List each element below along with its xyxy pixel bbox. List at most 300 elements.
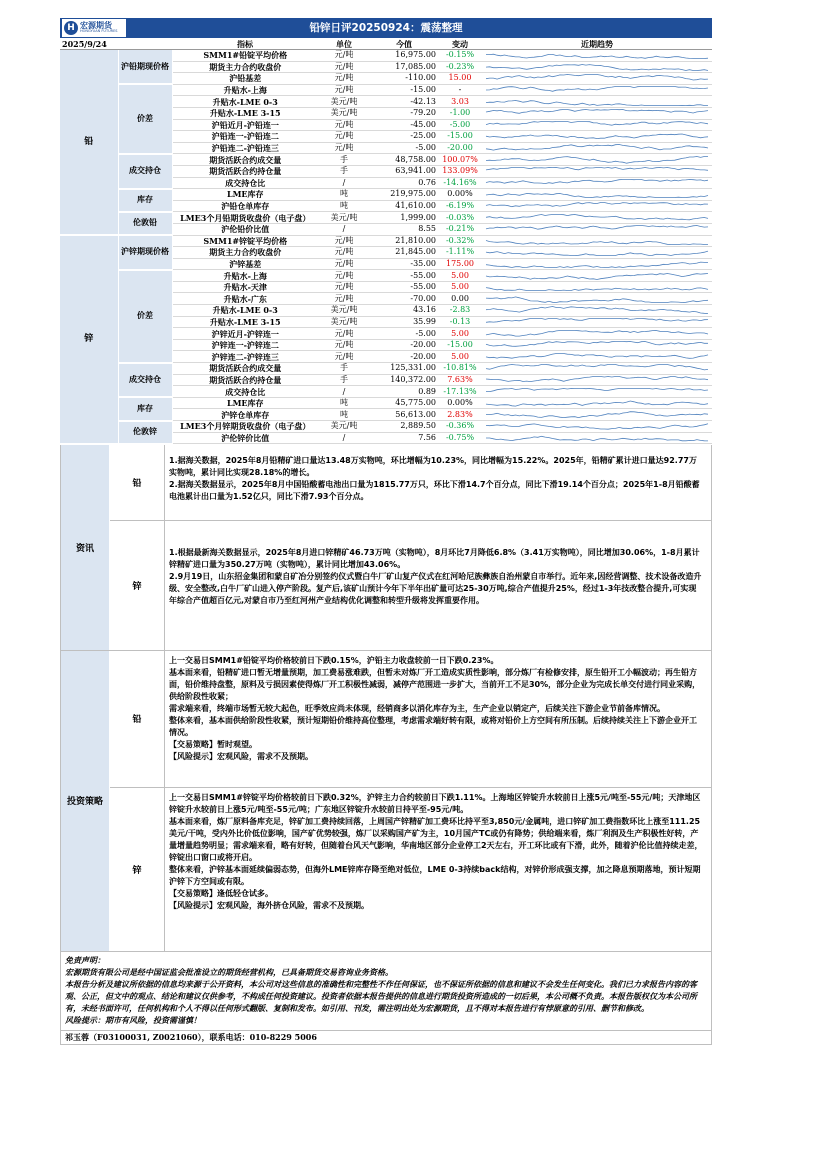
indicator-name: 沪伦铅价比值 bbox=[172, 223, 318, 235]
trend-line bbox=[486, 365, 708, 370]
trend-cell bbox=[482, 212, 712, 224]
unit-cell: 美元/吨 bbox=[318, 212, 370, 224]
trend-line bbox=[486, 330, 708, 336]
disclaimer bbox=[60, 952, 712, 1031]
trend-line bbox=[486, 318, 708, 322]
price-cell: 63,941.00 bbox=[370, 165, 438, 177]
lead-section bbox=[60, 50, 712, 236]
strategy-zinc-label: 锌 bbox=[110, 788, 165, 951]
strategy-lead-paragraph: 上一交易日SMM1#铅锭平均价格较前日下跌0.15%，沪铅主力收盘较前一日下跌0.23%。 bbox=[169, 655, 499, 665]
trend-sparkline bbox=[482, 143, 712, 153]
indicator-name: 期货活跃合约持仓量 bbox=[172, 374, 318, 386]
disclaimer-paragraph: 风险提示：期市有风险，投资需谨慎！ bbox=[65, 1015, 201, 1025]
trend-line bbox=[486, 251, 708, 255]
trend-cell bbox=[482, 235, 712, 247]
unit-cell: 元/吨 bbox=[318, 235, 370, 247]
unit-cell: 元/吨 bbox=[318, 247, 370, 259]
change-cell: -10.81% bbox=[438, 363, 482, 375]
unit-cell: 元/吨 bbox=[318, 61, 370, 73]
trend-sparkline bbox=[482, 131, 712, 141]
price-cell: 21,845.00 bbox=[370, 247, 438, 259]
strategy-zinc-block bbox=[110, 788, 711, 951]
change-cell: - bbox=[438, 84, 482, 96]
indicator-name: 沪铅连二-沪铅连三 bbox=[172, 142, 318, 154]
trend-cell bbox=[482, 131, 712, 143]
trend-line bbox=[486, 411, 708, 417]
group-label: 价差 bbox=[118, 270, 172, 363]
trend-line bbox=[486, 145, 708, 151]
trend-cell bbox=[482, 432, 712, 444]
unit-cell: 美元/吨 bbox=[318, 96, 370, 108]
unit-cell: 元/吨 bbox=[318, 131, 370, 143]
indicator-name: 升贴水-LME 3-15 bbox=[172, 316, 318, 328]
price-cell: -42.13 bbox=[370, 96, 438, 108]
trend-cell bbox=[482, 270, 712, 282]
change-cell: 0.00% bbox=[438, 189, 482, 201]
strategy-zinc-paragraph: 【风险提示】宏观风险，海外挤仓风险，需求不及预期。 bbox=[169, 900, 369, 910]
change-cell: -14.16% bbox=[438, 177, 482, 189]
price-cell: 0.76 bbox=[370, 177, 438, 189]
unit-cell: / bbox=[318, 223, 370, 235]
trend-sparkline bbox=[482, 155, 712, 165]
change-cell: 7.63% bbox=[438, 374, 482, 386]
trend-cell bbox=[482, 316, 712, 328]
price-cell: -20.00 bbox=[370, 351, 438, 363]
disclaimer-title: 免责声明： bbox=[65, 955, 105, 965]
price-cell: -5.00 bbox=[370, 328, 438, 340]
change-cell: 5.00 bbox=[438, 328, 482, 340]
price-cell: 35.99 bbox=[370, 316, 438, 328]
strategy-lead-paragraph: 基本面来看，铅精矿进口暂无增量预期，加工费易涨难跌，但暂未对炼厂开工造成实质性影响，部分炼厂有检修安排，原生铅开工小幅波动；再生铅方面，铅价维持盘整，原料及亏损因素使得炼厂开工积极性减弱，减停产范围进一步扩大，当前开工不足30%，部分企业为完成长单交付进行同业采购，供给阶段性收紧； bbox=[169, 667, 701, 701]
change-cell: -1.00 bbox=[438, 107, 482, 119]
trend-sparkline bbox=[482, 120, 712, 130]
data-table bbox=[60, 38, 712, 445]
unit-cell: 元/吨 bbox=[318, 270, 370, 282]
news-zinc-paragraph: 1.根据最新海关数据显示，2025年8月进口锌精矿46.73万吨（实物吨），8月环比7月降低6.8%（3.41万实物吨），同比增加30.06%，1-8月累计锌精矿进口量为350.27万吨（实物吨），累计同比增加43.06%。 bbox=[169, 547, 700, 569]
trend-line bbox=[486, 134, 708, 139]
strategy-zinc-paragraph: 整体来看，沪锌基本面延续偏弱态势，但海外LME锌库存降至绝对低位，LME 0-3持续back结构，对锌价形成强支撑，加之降息预期落地，预计短期沪锌下方空间或有限。 bbox=[169, 864, 701, 886]
change-cell: -20.00 bbox=[438, 142, 482, 154]
table-row bbox=[60, 397, 712, 409]
price-cell: -5.00 bbox=[370, 142, 438, 154]
trend-cell bbox=[482, 328, 712, 340]
metal-label: 锌 bbox=[60, 235, 118, 444]
trend-cell bbox=[482, 119, 712, 131]
price-cell: 21,810.00 bbox=[370, 235, 438, 247]
trend-cell bbox=[482, 374, 712, 386]
group-label: 伦敦铅 bbox=[118, 212, 172, 235]
trend-line bbox=[486, 121, 708, 125]
disclaimer-paragraph: 宏源期货有限公司是经中国证监会批准设立的期货经营机构，已具备期货交易咨询业务资格。 bbox=[65, 967, 393, 977]
change-cell: -6.19% bbox=[438, 200, 482, 212]
indicator-name: 沪锌近月-沪锌连一 bbox=[172, 328, 318, 340]
price-cell: 1,999.00 bbox=[370, 212, 438, 224]
trend-cell bbox=[482, 258, 712, 270]
group-label: 价差 bbox=[118, 84, 172, 154]
indicator-name: 升贴水-LME 0-3 bbox=[172, 305, 318, 317]
unit-cell: 元/吨 bbox=[318, 119, 370, 131]
trend-line bbox=[486, 342, 708, 347]
logo-cn: 宏源期货 bbox=[80, 21, 112, 31]
trend-line bbox=[486, 353, 708, 358]
trend-line bbox=[486, 424, 708, 429]
trend-sparkline bbox=[482, 387, 712, 397]
strategy-label: 投资策略 bbox=[61, 651, 110, 951]
trend-line bbox=[486, 156, 708, 163]
indicator-name: 成交持仓比 bbox=[172, 386, 318, 398]
group-label: 伦敦锌 bbox=[118, 421, 172, 444]
news-label: 资讯 bbox=[61, 445, 110, 650]
trend-sparkline bbox=[482, 108, 712, 118]
indicator-name: 期货活跃合约成交量 bbox=[172, 363, 318, 375]
news-lead-block bbox=[110, 445, 711, 521]
unit-cell: 元/吨 bbox=[318, 328, 370, 340]
change-cell: -0.13 bbox=[438, 316, 482, 328]
price-cell: 45,775.00 bbox=[370, 397, 438, 409]
change-cell: -17.13% bbox=[438, 386, 482, 398]
group-label: 成交持仓 bbox=[118, 154, 172, 189]
unit-cell: 元/吨 bbox=[318, 142, 370, 154]
trend-sparkline bbox=[482, 50, 712, 60]
trend-sparkline bbox=[482, 410, 712, 420]
indicator-name: SMM1#铅锭平均价格 bbox=[172, 50, 318, 62]
price-cell: -20.00 bbox=[370, 339, 438, 351]
trend-sparkline bbox=[482, 375, 712, 385]
unit-cell: 元/吨 bbox=[318, 258, 370, 270]
unit-cell: 吨 bbox=[318, 397, 370, 409]
unit-cell: 美元/吨 bbox=[318, 421, 370, 433]
price-cell: 125,331.00 bbox=[370, 363, 438, 375]
change-cell: 2.83% bbox=[438, 409, 482, 421]
trend-line bbox=[486, 54, 708, 58]
trend-line bbox=[486, 168, 708, 171]
trend-sparkline bbox=[482, 317, 712, 327]
unit-cell: 元/吨 bbox=[318, 281, 370, 293]
trend-sparkline bbox=[482, 247, 712, 257]
trend-sparkline bbox=[482, 236, 712, 246]
indicator-name: 期货活跃合约成交量 bbox=[172, 154, 318, 166]
trend-line bbox=[486, 307, 708, 314]
price-cell: 56,613.00 bbox=[370, 409, 438, 421]
indicator-name: 沪伦锌价比值 bbox=[172, 432, 318, 444]
indicator-name: LME库存 bbox=[172, 189, 318, 201]
logo-mark-icon: H bbox=[64, 21, 78, 35]
strategy-zinc-paragraph: 【交易策略】逢低轻仓试多。 bbox=[169, 888, 273, 898]
trend-cell bbox=[482, 409, 712, 421]
col-unit: 单位 bbox=[318, 38, 370, 50]
trend-sparkline bbox=[482, 97, 712, 107]
change-cell: -0.15% bbox=[438, 50, 482, 62]
change-cell: -0.23% bbox=[438, 61, 482, 73]
price-cell: 16,975.00 bbox=[370, 50, 438, 62]
indicator-name: 升贴水-天津 bbox=[172, 281, 318, 293]
indicator-name: LME3个月铅期货收盘价（电子盘） bbox=[172, 212, 318, 224]
unit-cell: 元/吨 bbox=[318, 50, 370, 62]
price-cell: 43.16 bbox=[370, 305, 438, 317]
disclaimer-paragraph: 本报告分析及建议所依据的信息均来源于公开资料，本公司对这些信息的准确性和完整性不作任何保证，也不保证所依据的信息和建议不会发生任何变化。我们已力求报告内容的客观、公正，但文中的观点、结论和建议仅供参考，不构成任何投资建议。投资者依据本报告提供的信息进行期货投资所造成的一切后果，本公司概不负责。本报告版权仅为本公司所有，未经书面许可，任何机构和个人不得以任何形式翻版、复制和发布。如引用、刊发，需注明出处为宏源期货，且不得对本报告进行有悖原意的引用、删节和修改。 bbox=[65, 979, 697, 1013]
table-row bbox=[60, 84, 712, 96]
unit-cell: 吨 bbox=[318, 409, 370, 421]
news-zinc-block bbox=[110, 521, 711, 650]
metal-label: 铅 bbox=[60, 50, 118, 236]
trend-cell bbox=[482, 189, 712, 201]
price-cell: 8.55 bbox=[370, 223, 438, 235]
change-cell: -15.00 bbox=[438, 339, 482, 351]
change-cell: 15.00 bbox=[438, 73, 482, 85]
report-header bbox=[60, 18, 712, 38]
trend-line bbox=[486, 203, 708, 207]
price-cell: 41,610.00 bbox=[370, 200, 438, 212]
trend-line bbox=[486, 436, 708, 441]
table-row bbox=[60, 421, 712, 433]
table-row bbox=[60, 212, 712, 224]
indicator-name: 沪锌连二-沪锌连三 bbox=[172, 351, 318, 363]
news-zinc-paragraph: 2.9月19日，山东招金集团和蒙自矿冶分别签约仪式暨白牛厂矿山复产仪式在红河哈尼族彝族自治州蒙自市举行。近年来,因经营调整、技术设备改造升级、安全整改,白牛厂矿山进入停产阶段。复产后,该矿山预计今年下半年出矿量可达25-30万吨,综合产值提升25%，经过1-3年技改整合提升,可实现年综合产值超百亿元,对蒙自市乃至红河州产业结构优化调整和转型升级将发挥重要作用。 bbox=[169, 571, 702, 605]
unit-cell: 手 bbox=[318, 374, 370, 386]
trend-line bbox=[486, 297, 708, 303]
indicator-name: SMM1#锌锭平均价格 bbox=[172, 235, 318, 247]
news-lead-paragraph: 2.据海关数据显示，2025年8月中国铅酸蓄电池出口量为1815.77万只，环比下滑14.7个百分点，同比下滑19.14个百分点；2025年1-8月铅酸蓄电池累计出口量为1.52亿只，同比下滑7.93个百分点。 bbox=[169, 479, 700, 501]
trend-line bbox=[486, 110, 708, 114]
trend-cell bbox=[482, 107, 712, 119]
price-cell: 48,758.00 bbox=[370, 154, 438, 166]
indicator-name: 期货活跃合约持仓量 bbox=[172, 165, 318, 177]
news-lead-label: 铅 bbox=[110, 445, 165, 520]
trend-sparkline bbox=[482, 166, 712, 176]
trend-sparkline bbox=[482, 73, 712, 83]
col-change: 变动 bbox=[438, 38, 482, 50]
price-cell: -55.00 bbox=[370, 281, 438, 293]
trend-cell bbox=[482, 142, 712, 154]
unit-cell: 元/吨 bbox=[318, 351, 370, 363]
change-cell: -0.32% bbox=[438, 235, 482, 247]
col-trend: 近期趋势 bbox=[482, 38, 712, 50]
trend-sparkline bbox=[482, 305, 712, 315]
change-cell: 100.07% bbox=[438, 154, 482, 166]
price-cell: 17,085.00 bbox=[370, 61, 438, 73]
trend-line bbox=[486, 87, 708, 92]
trend-cell bbox=[482, 50, 712, 62]
trend-sparkline bbox=[482, 282, 712, 292]
change-cell: 133.09% bbox=[438, 165, 482, 177]
group-label: 库存 bbox=[118, 397, 172, 420]
price-cell: -70.00 bbox=[370, 293, 438, 305]
trend-sparkline bbox=[482, 340, 712, 350]
table-row bbox=[60, 235, 712, 247]
price-cell: -110.00 bbox=[370, 73, 438, 85]
trend-sparkline bbox=[482, 352, 712, 362]
change-cell: 0.00% bbox=[438, 397, 482, 409]
change-cell: -15.00 bbox=[438, 131, 482, 143]
indicator-name: 升贴水-上海 bbox=[172, 270, 318, 282]
price-cell: -45.00 bbox=[370, 119, 438, 131]
change-cell: 5.00 bbox=[438, 270, 482, 282]
trend-cell bbox=[482, 363, 712, 375]
trend-sparkline bbox=[482, 201, 712, 211]
unit-cell: 元/吨 bbox=[318, 293, 370, 305]
trend-line bbox=[486, 288, 708, 291]
trend-cell bbox=[482, 421, 712, 433]
strategy-lead-paragraph: 整体来看，基本面供给阶段性收紧，预计短期铅价维持高位整理，考虑需求端好转有限，或将对铅价上方空间有所压制。后续持续关注上下游企业开工情况。 bbox=[169, 715, 697, 737]
trend-sparkline bbox=[482, 329, 712, 339]
trend-line bbox=[486, 376, 708, 381]
trend-cell bbox=[482, 281, 712, 293]
trend-line bbox=[486, 262, 708, 267]
change-cell: -2.83 bbox=[438, 305, 482, 317]
trend-line bbox=[486, 240, 708, 244]
price-cell: -15.00 bbox=[370, 84, 438, 96]
trend-cell bbox=[482, 305, 712, 317]
indicator-name: 沪铅近月-沪铅连一 bbox=[172, 119, 318, 131]
table-row bbox=[60, 363, 712, 375]
group-label: 沪锌期现价格 bbox=[118, 235, 172, 270]
col-indicator: 指标 bbox=[172, 38, 318, 50]
change-cell: 175.00 bbox=[438, 258, 482, 270]
trend-line bbox=[486, 388, 708, 391]
trend-cell bbox=[482, 154, 712, 166]
trend-sparkline bbox=[482, 85, 712, 95]
trend-sparkline bbox=[482, 433, 712, 443]
change-cell: -5.00 bbox=[438, 119, 482, 131]
trend-cell bbox=[482, 200, 712, 212]
trend-cell bbox=[482, 351, 712, 363]
news-section bbox=[60, 445, 712, 651]
table-row bbox=[60, 270, 712, 282]
strategy-zinc-paragraph: 基本面来看，炼厂原料备库充足，锌矿加工费持续回落，上周国产锌精矿加工费环比持平至3,850元/金属吨，进口锌矿加工费指数环比上涨至111.25美元/干吨，受内外比价低位影响，国产矿优势较强，炼厂以采购国产矿为主，10月国产TC或仍有降势；供给端来看，炼厂利润及生产积极性好转，产量增量趋势明显；需求端来看，略有好转，但随着台风天气影响，华南地区部分企业停工2天左右，开工环比或有下滑，此外，随着沪伦比值持续走差，锌锭出口窗口或将开启。 bbox=[169, 816, 703, 862]
trend-line bbox=[486, 64, 708, 70]
unit-cell: 美元/吨 bbox=[318, 305, 370, 317]
trend-sparkline bbox=[482, 398, 712, 408]
unit-cell: / bbox=[318, 386, 370, 398]
trend-cell bbox=[482, 165, 712, 177]
trend-sparkline bbox=[482, 421, 712, 431]
indicator-name: LME3个月锌期货收盘价（电子盘） bbox=[172, 421, 318, 433]
trend-sparkline bbox=[482, 213, 712, 223]
change-cell: -0.36% bbox=[438, 421, 482, 433]
strategy-lead-paragraph: 需求端来看，终端市场暂无较大起色，旺季效应尚未体现，经销商多以消化库存为主，生产企业以销定产，后续关注下游企业节前备库情况。 bbox=[169, 703, 665, 713]
report-date: 2025/9/24 bbox=[60, 38, 172, 50]
strategy-section bbox=[60, 651, 712, 952]
news-zinc-label: 锌 bbox=[110, 521, 165, 650]
trend-cell bbox=[482, 397, 712, 409]
strategy-lead-block bbox=[110, 651, 711, 788]
group-label: 沪铅期现价格 bbox=[118, 50, 172, 85]
trend-line bbox=[486, 194, 708, 198]
price-cell: 219,975.00 bbox=[370, 189, 438, 201]
indicator-name: 沪锌连一-沪锌连二 bbox=[172, 339, 318, 351]
trend-cell bbox=[482, 73, 712, 85]
col-price: 今值 bbox=[370, 38, 438, 50]
trend-sparkline bbox=[482, 224, 712, 234]
change-cell: 3.03 bbox=[438, 96, 482, 108]
unit-cell: 美元/吨 bbox=[318, 316, 370, 328]
unit-cell: 元/吨 bbox=[318, 73, 370, 85]
indicator-name: 沪铅基差 bbox=[172, 73, 318, 85]
price-cell: -35.00 bbox=[370, 258, 438, 270]
unit-cell: 吨 bbox=[318, 189, 370, 201]
indicator-name: 沪铅仓单库存 bbox=[172, 200, 318, 212]
trend-line bbox=[486, 401, 708, 406]
trend-cell bbox=[482, 96, 712, 108]
strategy-lead-paragraph: 【风险提示】宏观风险，需求不及预期。 bbox=[169, 751, 313, 761]
indicator-name: 成交持仓比 bbox=[172, 177, 318, 189]
table-row bbox=[60, 154, 712, 166]
unit-cell: 手 bbox=[318, 165, 370, 177]
trend-cell bbox=[482, 293, 712, 305]
unit-cell: 美元/吨 bbox=[318, 107, 370, 119]
price-cell: 140,372.00 bbox=[370, 374, 438, 386]
trend-line bbox=[486, 179, 708, 183]
trend-line bbox=[486, 214, 708, 219]
trend-sparkline bbox=[482, 259, 712, 269]
trend-cell bbox=[482, 177, 712, 189]
trend-cell bbox=[482, 84, 712, 96]
table-row bbox=[60, 189, 712, 201]
indicator-name: 升贴水-LME 3-15 bbox=[172, 107, 318, 119]
trend-sparkline bbox=[482, 178, 712, 188]
price-cell: -55.00 bbox=[370, 270, 438, 282]
trend-cell bbox=[482, 223, 712, 235]
group-label: 成交持仓 bbox=[118, 363, 172, 398]
indicator-name: 沪铅连一-沪铅连二 bbox=[172, 131, 318, 143]
trend-line bbox=[486, 75, 708, 81]
indicator-name: 升贴水-广东 bbox=[172, 293, 318, 305]
strategy-zinc-paragraph: 上一交易日SMM1#锌锭平均价格较前日下跌0.32%，沪锌主力合约较前日下跌1.11%。上海地区锌锭升水较前日上涨5元/吨至-55元/吨；天津地区锌锭升水较前日上涨5元/吨至-55元/吨；广东地区锌锭升水较前日持平至-95元/吨。 bbox=[169, 792, 701, 814]
indicator-name: 期货主力合约收盘价 bbox=[172, 61, 318, 73]
unit-cell: 元/吨 bbox=[318, 339, 370, 351]
trend-sparkline bbox=[482, 363, 712, 373]
report-title: 铅锌日评20250924：震荡整理 bbox=[309, 22, 463, 34]
trend-cell bbox=[482, 61, 712, 73]
unit-cell: / bbox=[318, 177, 370, 189]
change-cell: -0.21% bbox=[438, 223, 482, 235]
change-cell: -0.75% bbox=[438, 432, 482, 444]
unit-cell: 元/吨 bbox=[318, 84, 370, 96]
unit-cell: 手 bbox=[318, 363, 370, 375]
group-label: 库存 bbox=[118, 189, 172, 212]
trend-cell bbox=[482, 339, 712, 351]
trend-line bbox=[486, 273, 708, 279]
trend-sparkline bbox=[482, 62, 712, 72]
zinc-section bbox=[60, 235, 712, 444]
unit-cell: / bbox=[318, 432, 370, 444]
price-cell: 7.56 bbox=[370, 432, 438, 444]
strategy-lead-paragraph: 【交易策略】暂时观望。 bbox=[169, 739, 257, 749]
indicator-name: 期货主力合约收盘价 bbox=[172, 247, 318, 259]
strategy-lead-label: 铅 bbox=[110, 651, 165, 787]
trend-sparkline bbox=[482, 271, 712, 281]
price-cell: -79.20 bbox=[370, 107, 438, 119]
trend-line bbox=[486, 100, 708, 105]
table-row bbox=[60, 50, 712, 62]
trend-sparkline bbox=[482, 294, 712, 304]
indicator-name: 升贴水-上海 bbox=[172, 84, 318, 96]
news-lead-paragraph: 1.据海关数据，2025年8月铅精矿进口量达13.48万实物吨，环比增幅为10.23%，同比增幅为15.22%。2025年，铅精矿累计进口量达92.77万实物吨，累计同比实现28.18%的增长。 bbox=[169, 455, 697, 477]
unit-cell: 手 bbox=[318, 154, 370, 166]
indicator-name: 沪锌仓单库存 bbox=[172, 409, 318, 421]
indicator-name: 沪锌基差 bbox=[172, 258, 318, 270]
change-cell: 0.00 bbox=[438, 293, 482, 305]
change-cell: -1.11% bbox=[438, 247, 482, 259]
trend-line bbox=[486, 226, 708, 230]
trend-cell bbox=[482, 247, 712, 259]
trend-sparkline bbox=[482, 189, 712, 199]
change-cell: -0.03% bbox=[438, 212, 482, 224]
indicator-name: LME库存 bbox=[172, 397, 318, 409]
price-cell: -25.00 bbox=[370, 131, 438, 143]
analyst-contact: 祁玉蓉（F03100031, Z0021060），联系电话：010-8229 5006 bbox=[60, 1031, 712, 1045]
price-cell: 0.89 bbox=[370, 386, 438, 398]
